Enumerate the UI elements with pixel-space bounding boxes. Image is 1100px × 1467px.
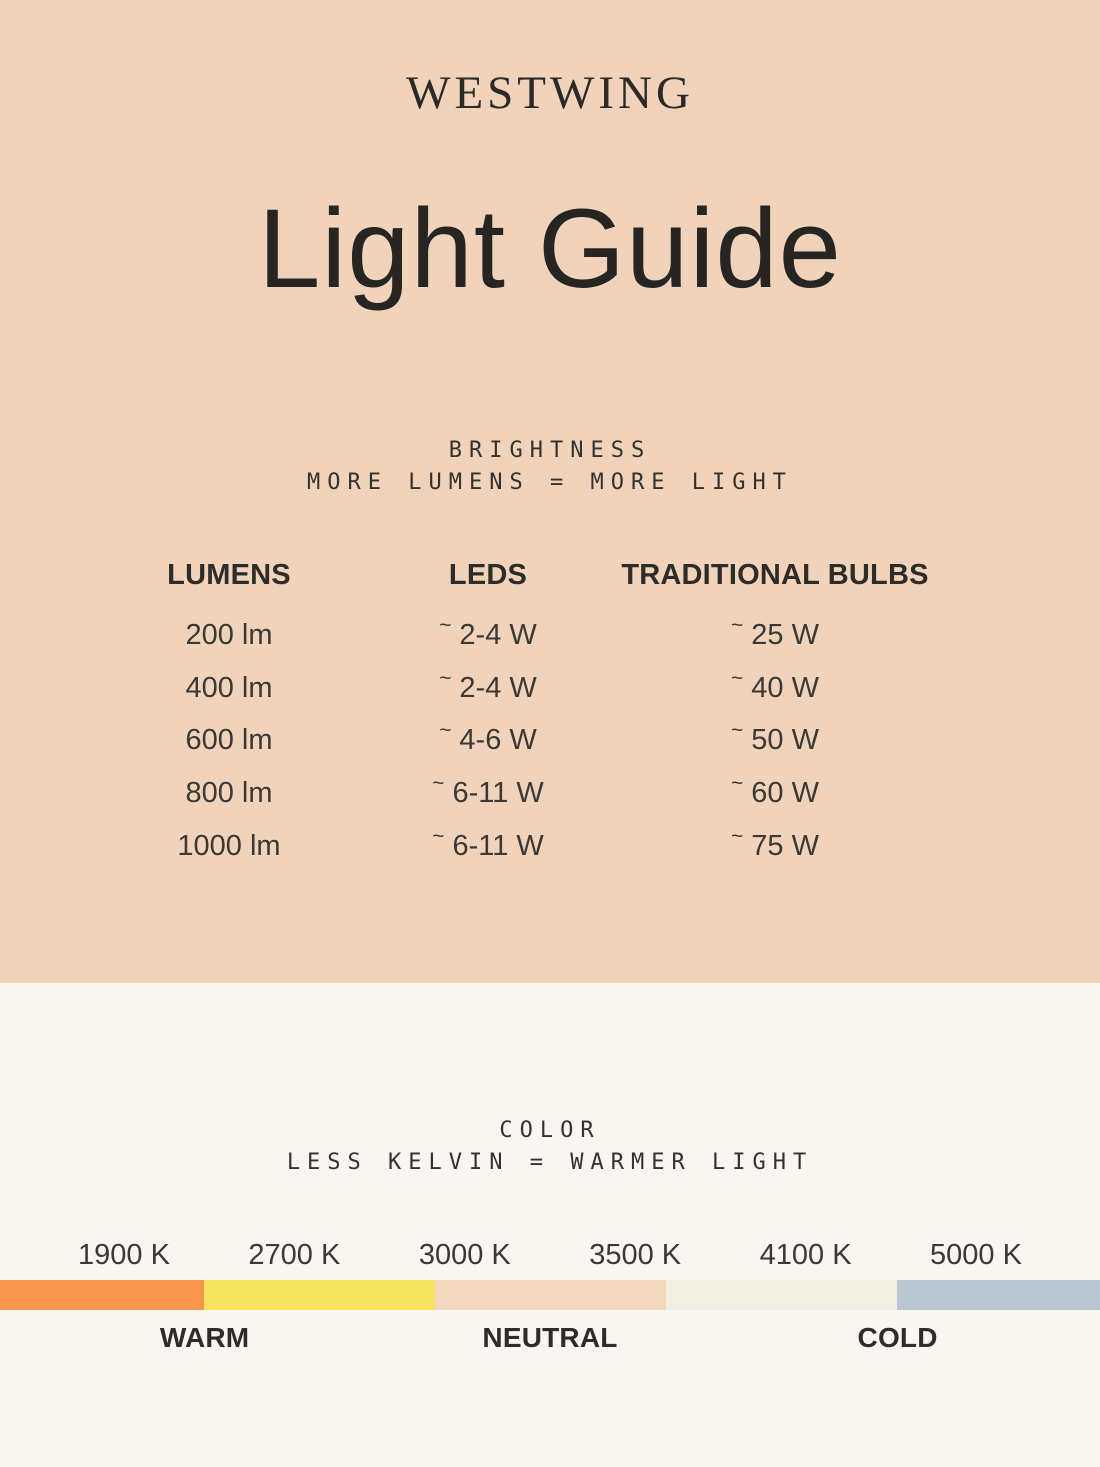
kelvin-label: 2700 K [248,1239,341,1271]
bulbs-value [578,662,972,715]
bulbs-wattage: 60 W [751,776,819,809]
leds-value [398,820,578,873]
approx-symbol: ~ [731,824,744,848]
bulbs-wattage: 40 W [751,671,819,704]
brightness-heading-subtitle: MORE LUMENS = MORE LIGHT [307,470,793,495]
approx-symbol: ~ [439,613,452,637]
approx-symbol: ~ [731,666,744,690]
bulbs-value [578,820,972,873]
column-header-leds: LEDS [448,558,528,591]
lumens-value: 1000 lm [177,829,281,862]
kelvin-label-row [0,1241,1100,1270]
brand-logo: WESTWING [406,67,694,119]
leds-value [398,609,578,662]
approx-symbol: ~ [439,719,452,743]
color-heading-subtitle: LESS KELVIN = WARMER LIGHT [286,1150,814,1175]
kelvin-label: 5000 K [930,1239,1022,1271]
leds-wattage: 2-4 W [459,618,537,651]
bulbs-value [578,714,972,767]
leds-value [398,662,578,715]
lumens-value: 400 lm [185,671,273,704]
leds-wattage: 6-11 W [452,829,544,862]
lumens-value: 800 lm [185,776,273,809]
approx-symbol: ~ [439,666,452,690]
leds-wattage: 4-6 W [459,724,537,757]
approx-symbol: ~ [731,613,744,637]
bulbs-wattage: 25 W [751,618,819,651]
temperature-label-neutral: NEUTRAL [482,1322,618,1353]
approx-symbol: ~ [731,719,744,743]
approx-symbol: ~ [731,772,744,796]
leds-wattage: 2-4 W [459,671,537,704]
scale-segment-neutral-cream [666,1280,897,1310]
brightness-table [0,547,1100,872]
scale-segment-warm-orange [0,1280,204,1310]
bulbs-wattage: 50 W [751,724,819,757]
color-panel [0,983,1100,1467]
column-header-lumens: LUMENS [167,558,291,591]
color-heading [0,983,1100,1179]
temperature-label-cold: COLD [857,1322,938,1353]
color-temperature-scale [0,1280,1100,1310]
bulbs-value [578,609,972,662]
scale-segment-warm-yellow [204,1280,435,1310]
scale-segment-neutral-peach [435,1280,666,1310]
bulbs-value [578,767,972,820]
temperature-label-warm: WARM [159,1322,250,1353]
leds-wattage: 6-11 W [452,776,544,809]
color-heading-title: COLOR [499,1118,601,1143]
temperature-label-row [0,1322,1100,1356]
approx-symbol: ~ [432,772,445,796]
page-title: Light Guide [258,186,842,311]
leds-value [398,767,578,820]
brightness-heading-title: BRIGHTNESS [448,438,652,463]
brightness-heading [0,435,1100,499]
leds-value [398,714,578,767]
kelvin-label: 4100 K [759,1239,852,1271]
scale-segment-cold-bluegrey [897,1280,1100,1310]
approx-symbol: ~ [432,824,445,848]
bulbs-wattage: 75 W [751,829,819,862]
kelvin-label: 1900 K [78,1239,170,1271]
kelvin-label: 3500 K [589,1239,682,1271]
kelvin-label: 3000 K [418,1239,511,1271]
lumens-value: 600 lm [185,724,273,757]
lumens-value: 200 lm [185,618,273,651]
column-header-traditional-bulbs: TRADITIONAL BULBS [621,558,929,591]
